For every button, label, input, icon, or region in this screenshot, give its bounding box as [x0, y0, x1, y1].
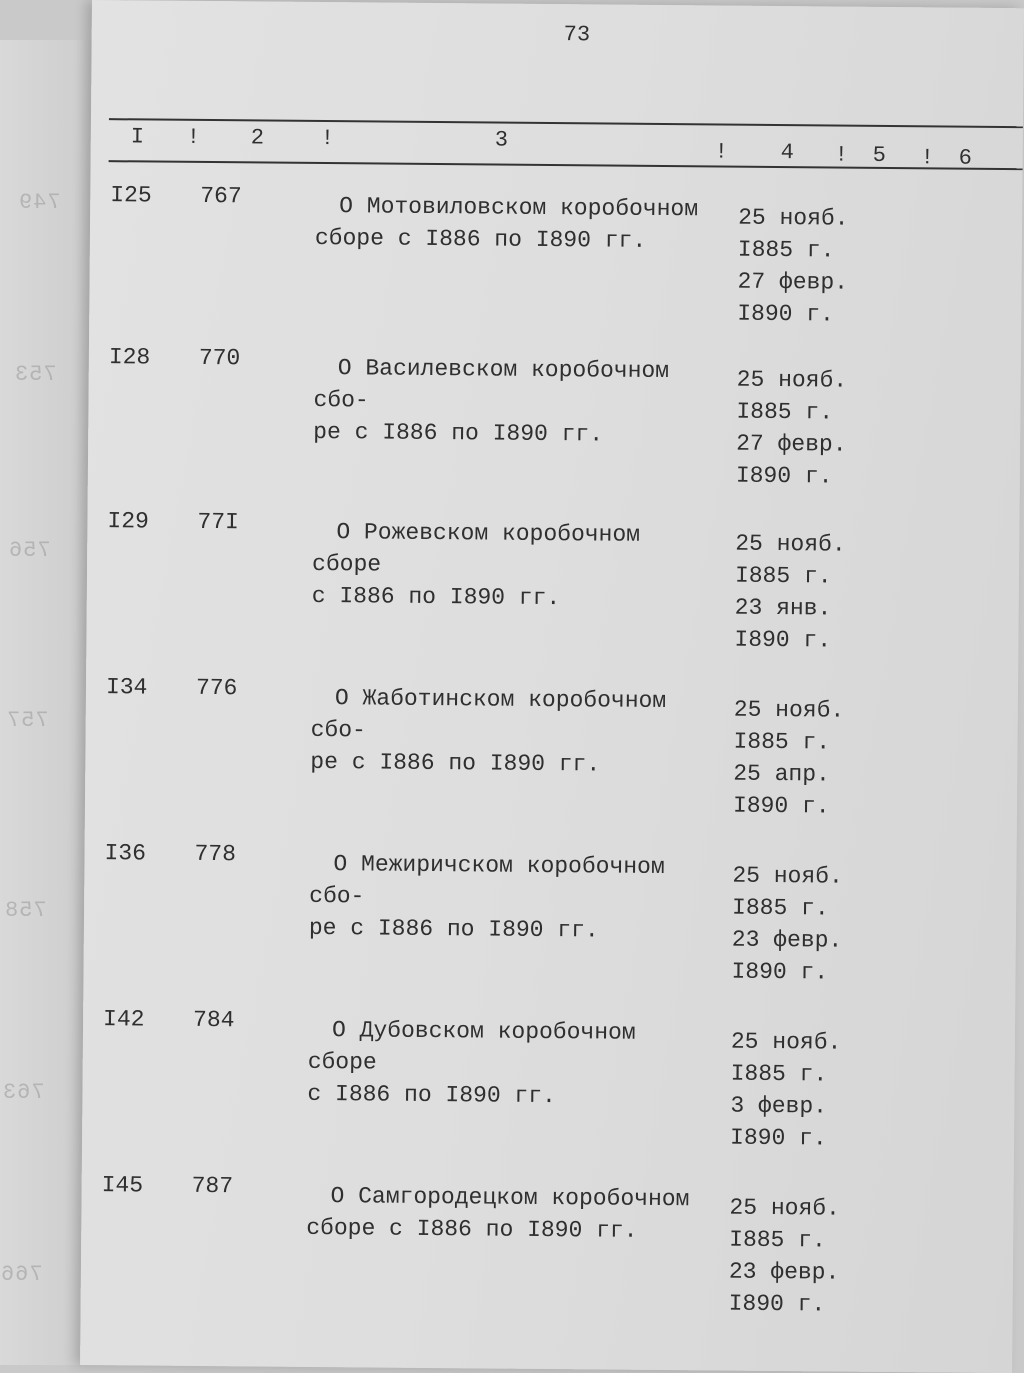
- case-number: 77I: [197, 508, 239, 536]
- title-line: О Самгородецком коробочном: [330, 1183, 690, 1213]
- title-line: О Жаботинском коробочном сбо-: [310, 685, 667, 744]
- table-row: [82, 1006, 1015, 1174]
- header-separator: !: [186, 124, 201, 150]
- date-line: I885 г.: [733, 728, 831, 756]
- case-dates: [729, 1192, 870, 1321]
- date-line: 25 нояб.: [730, 1028, 842, 1056]
- date-line: I890 г.: [734, 626, 832, 654]
- header-col-2: 2: [250, 125, 265, 151]
- case-dates: [736, 364, 877, 493]
- title-line: О Дубовском коробочном сборе: [307, 1017, 636, 1076]
- date-line: 27 февр.: [736, 430, 847, 458]
- date-line: 25 нояб.: [735, 530, 846, 558]
- case-number: 787: [191, 1172, 234, 1200]
- header-col-6: 6: [958, 145, 972, 171]
- title-line: О Мотовиловском коробочном: [339, 193, 699, 223]
- title-line: ре с I886 по I890 гг.: [310, 748, 601, 778]
- case-title: [309, 848, 720, 948]
- row-number: I34: [105, 674, 148, 701]
- date-line: 25 нояб.: [738, 204, 849, 232]
- date-line: I890 г.: [731, 958, 829, 986]
- date-line: 23 янв.: [734, 594, 832, 622]
- date-line: 3 февр.: [730, 1092, 828, 1120]
- case-dates: [734, 528, 875, 657]
- case-dates: [731, 860, 872, 989]
- ghost-number: 763: [2, 1080, 45, 1105]
- header-separator: !: [714, 139, 729, 165]
- title-line: О Межиричском коробочном сбо-: [309, 851, 665, 910]
- date-line: I885 г.: [736, 398, 834, 426]
- date-line: 27 февр.: [737, 268, 849, 296]
- date-line: I890 г.: [737, 300, 835, 328]
- ghost-number: 757: [6, 708, 49, 733]
- title-line: ре с I886 по I890 гг.: [313, 418, 604, 448]
- ghost-number: 756: [8, 538, 51, 563]
- header-col-5: 5: [872, 142, 886, 168]
- case-dates: [737, 202, 878, 331]
- row-number: I36: [104, 840, 147, 867]
- document-page: [80, 0, 1024, 1373]
- date-line: I890 г.: [729, 1124, 827, 1152]
- case-dates: [733, 694, 874, 823]
- date-line: 25 апр.: [733, 760, 831, 788]
- date-line: 25 нояб.: [732, 862, 843, 890]
- case-number: 778: [194, 840, 237, 868]
- date-line: I890 г.: [735, 462, 833, 490]
- date-line: I885 г.: [734, 562, 832, 590]
- row-number: I45: [101, 1172, 144, 1199]
- case-title: [310, 682, 721, 782]
- page-number: 73: [563, 22, 591, 48]
- header-col-4: 4: [780, 140, 795, 166]
- title-line: с I886 по I890 гг.: [307, 1080, 557, 1110]
- title-line: сборе с I886 по I890 гг.: [306, 1214, 638, 1244]
- header-col-3: 3: [494, 127, 509, 153]
- ghost-number: 749: [18, 190, 61, 215]
- case-title: [315, 190, 726, 258]
- case-number: 770: [198, 344, 241, 372]
- date-line: 25 нояб.: [729, 1194, 841, 1222]
- case-number: 784: [192, 1006, 235, 1034]
- table-header: [91, 124, 1023, 171]
- case-title: [306, 1180, 717, 1248]
- title-line: О Рожевском коробочном сборе: [311, 519, 641, 578]
- date-line: 23 февр.: [728, 1258, 840, 1286]
- title-line: О Василевском коробочном сбо-: [313, 355, 670, 414]
- case-title: [313, 352, 724, 452]
- case-number: 776: [195, 674, 238, 702]
- ghost-number: 766: [0, 1262, 43, 1287]
- table-row: [85, 674, 1018, 842]
- header-separator: !: [834, 142, 848, 168]
- date-line: I890 г.: [728, 1290, 826, 1318]
- row-number: I42: [102, 1006, 145, 1033]
- row-number: I28: [108, 344, 151, 371]
- case-number: 767: [200, 182, 242, 210]
- header-col-1: I: [130, 124, 145, 150]
- case-title: [312, 516, 723, 616]
- case-dates: [730, 1026, 871, 1155]
- table-row: [88, 344, 1021, 512]
- date-line: I885 г.: [737, 236, 835, 264]
- case-title: [307, 1014, 718, 1114]
- date-line: 25 нояб.: [733, 696, 845, 724]
- row-number: I29: [107, 508, 149, 535]
- ghost-number: 758: [4, 898, 47, 923]
- table-row: [89, 182, 1022, 350]
- header-separator: !: [320, 126, 335, 152]
- date-line: I885 г.: [730, 1060, 828, 1088]
- table-row: [80, 1172, 1013, 1340]
- title-line: с I886 по I890 гг.: [311, 582, 561, 612]
- title-line: ре с I886 по I890 гг.: [308, 914, 599, 944]
- header-separator: !: [920, 145, 934, 171]
- date-line: I885 г.: [729, 1226, 826, 1254]
- table-row: [86, 508, 1019, 676]
- date-line: I890 г.: [732, 792, 830, 820]
- table-row: [83, 840, 1016, 1008]
- row-number: I25: [110, 182, 152, 209]
- date-line: 23 февр.: [731, 926, 843, 954]
- title-line: сборе с I886 по I890 гг.: [314, 224, 647, 254]
- ghost-number: 753: [14, 362, 57, 387]
- date-line: 25 нояб.: [736, 366, 848, 394]
- date-line: I885 г.: [731, 894, 829, 922]
